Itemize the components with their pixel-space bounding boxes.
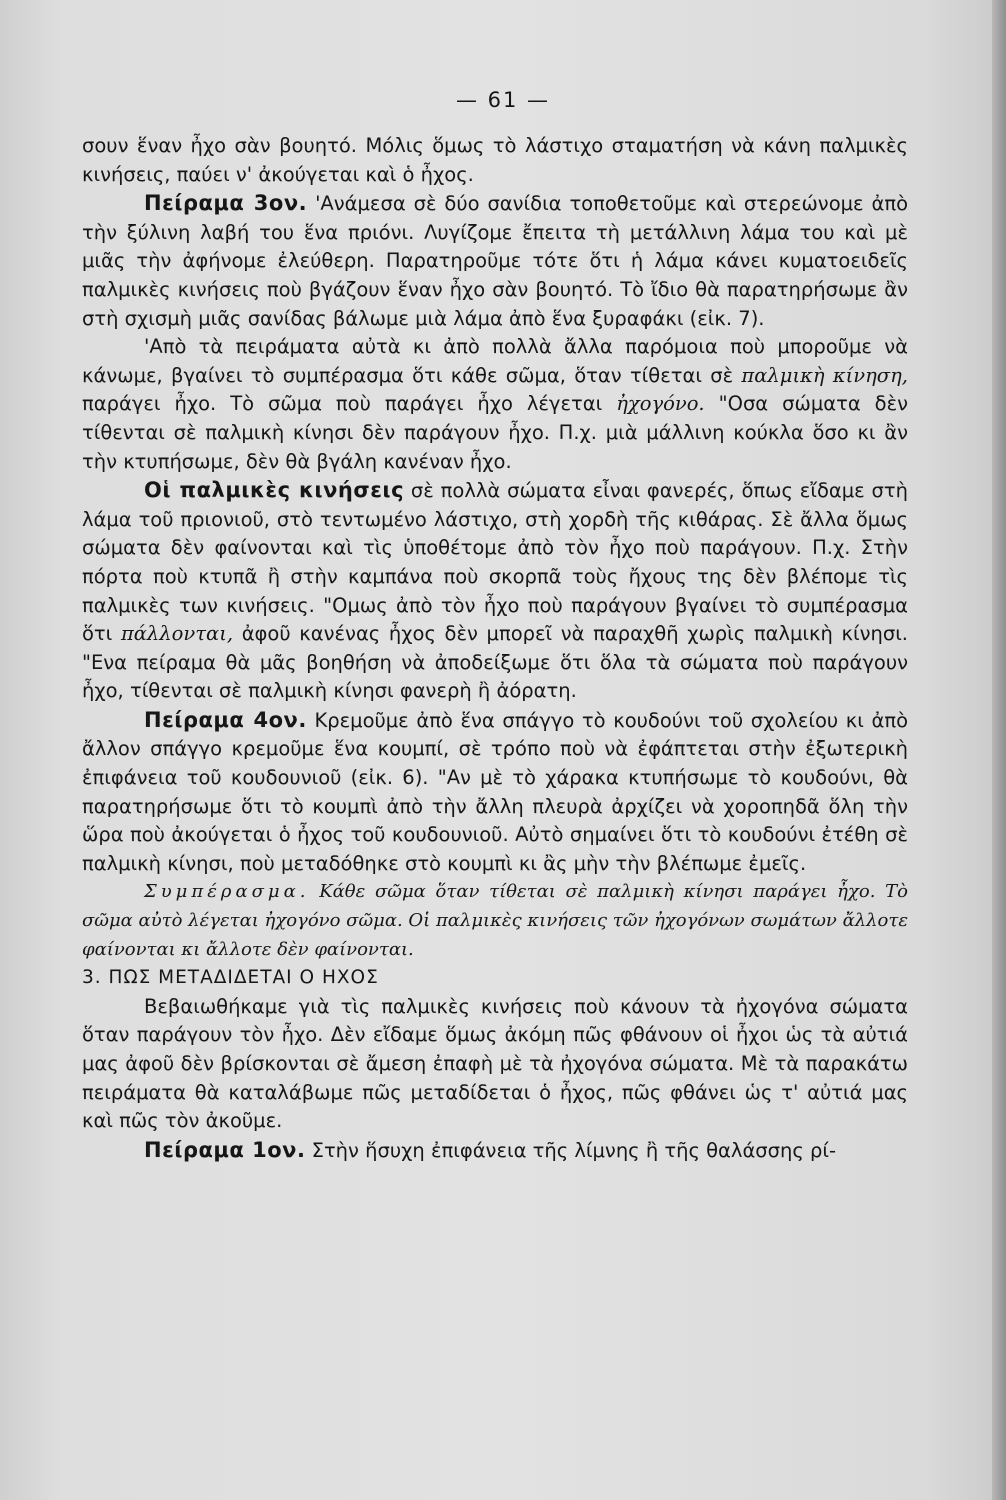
conclusion-text: Κάθε σῶμα ὅταν τίθεται σὲ παλμικὴ κίνησι παράγει ἦχο. Τὸ σῶμα αὐτὸ λέγεται ἠχογόνο σῶμα. Οἱ παλμικὲς κινήσεις τῶν ἠχογόνων σωμάτων ἄλλοτε φαίνονται κι ἄλλοτε δὲν φαίνονται.	[82, 881, 909, 960]
paragraph-experiment-1	[82, 1136, 908, 1166]
conclusion-heading: Συμπέρασμα.	[144, 881, 310, 903]
page-number: — 61 —	[455, 88, 551, 112]
experiment-4-heading: Πείραμα 4ον.	[144, 707, 307, 732]
experiment-4-text: Κρεμοῦμε ἀπὸ ἕνα σπάγγο τὸ κουδούνι τοῦ σχολείου κι ἀπὸ ἄλλον σπάγγο κρεμοῦμε ἕνα κουμπί, σὲ τρόπο ποὺ νὰ ἐφάπτεται στὴν ἐξωτερικὴ ἐπιφάνεια τοῦ κουδουνιοῦ (εἰκ. 6). "Αν μὲ τὸ χάρακα κτυπήσωμε τὸ κουδούνι, θὰ παρατηρήσωμε ὅτι τὸ κουμπὶ ἀπὸ τὴν ἄλλη πλευρὰ ἀρχίζει νὰ χοροπηδᾶ ὅλη τὴν ὥρα ποὺ ἀκούγεται ὁ ἦχος τοῦ κουδουνιοῦ. Αὐτὸ σημαίνει ὅτι τὸ κουδούνι ἐτέθη σὲ παλμικὴ κίνησι, ποὺ μεταδόθηκε στὸ κουμπὶ κι ἂς μὴν τὴν βλέπωμε ἐμεῖς.	[82, 708, 909, 875]
text-segment: παράγει ἦχο. Τὸ σῶμα ποὺ παράγει ἦχο λέγεται	[82, 392, 603, 416]
paragraph-conclusion	[82, 878, 908, 964]
paragraph-conclusion-general	[82, 333, 908, 476]
conclusion-block	[82, 878, 908, 964]
paragraph-section-intro: Βεβαιωθήκαμε γιὰ τὶς παλμικὲς κινήσεις ποὺ κάνουν τὰ ἠχογόνα σώματα ὅταν παράγουν τὸν ἦχο. Δὲν εἴδαμε ὅμως ἀκόμη πῶς φθάνουν οἱ ἦχοι ὡς τὰ αὐτιά μας ἀφοῦ δὲν βρίσκονται σὲ ἄμεση ἐπαφὴ μὲ τὰ ἠχογόνα σώματα. Μὲ τὰ παρακάτω πειράματα θὰ καταλάβωμε πῶς μεταδίδεται ὁ ἦχος, πῶς φθάνει ὡς τ' αὐτιά μας καὶ πῶς τὸν ἀκοῦμε.	[82, 994, 908, 1133]
text-segment: 'Απὸ τὰ πειράματα αὐτὰ κι ἀπὸ πολλὰ ἄλλα παρόμοια ποὺ μποροῦμε νὰ κάνωμε, βγαίνει τὸ συμπέρασμα ὅτι κάθε σῶμα, ὅταν τίθεται σὲ	[82, 335, 908, 387]
experiment-3-text: 'Ανάμεσα σὲ δύο σανίδια τοποθετοῦμε καὶ στερεώνομε ἀπὸ τὴν ξύλινη λαβή του ἕνα πριόνι. Λυγίζομε ἔπειτα τὴ μετάλλινη λάμα του καὶ μὲ μιᾶς τὴν ἀφήνομε ἐλεύθερη. Παρατηροῦμε τότε ὅτι ἡ λάμα κάνει κυματοειδεῖς παλμικὲς κινήσεις ποὺ βγάζουν ἕναν ἦχο σὰν βουητό. Τὸ ἴδιο θὰ παρατηρήσωμε ἂν στὴ σχισμὴ μιᾶς σανίδας βάλωμε μιὰ λάμα ἀπὸ ἕνα ξυραφάκι (εἰκ. 7).	[82, 192, 909, 330]
emphasis-palmiki-kinisi: παλμικὴ κίνηση,	[741, 363, 908, 387]
emphasis-ichogono: ἠχογόνο.	[616, 392, 705, 416]
experiment-1-text: Στὴν ἥσυχη ἐπιφάνεια τῆς λίμνης ἢ τῆς θαλάσσης ρί-	[311, 1138, 837, 1162]
emphasis-pallontai: πάλλονται,	[120, 622, 234, 646]
experiment-3-heading: Πείραμα 3ον.	[144, 191, 308, 216]
paragraph-experiment-4	[82, 706, 908, 879]
paragraph-palmikes-kiniseis	[82, 476, 908, 706]
text-segment: σὲ πολλὰ σώματα εἶναι φανερές, ὅπως εἴδαμε στὴ λάμα τοῦ πριονιοῦ, στὸ τεντωμένο λάστιχο, στὴ χορδὴ τῆς κιθάρας. Σὲ ἄλλα ὅμως σώματα δὲν φαίνονται καὶ τὶς ὑποθέτομε ἀπὸ τὸν ἦχο ποὺ παράγουν. Π.χ. Στὴν πόρτα ποὺ κτυπᾶ ἢ στὴν καμπάνα ποὺ σκορπᾶ τοὺς ἤχους της δὲν βλέπομε τὶς παλμικὲς των κινήσεις. "Ομως ἀπὸ τὸν ἦχο ποὺ παράγουν βγαίνει τὸ συμπέρασμα ὅτι	[82, 479, 908, 646]
body-text	[82, 132, 908, 1165]
section-title: 3. ΠΩΣ ΜΕΤΑΔΙΔΕΤΑΙ Ο ΗΧΟΣ	[82, 967, 379, 989]
paragraph-experiment-3	[82, 189, 908, 333]
paragraph-1: σουν ἕναν ἦχο σὰν βουητό. Μόλις ὅμως τὸ λάστιχο σταματήση νὰ κάνη παλμικὲς κινήσεις, παύει ν' ἀκούγεται καὶ ὁ ἦχος.	[82, 134, 908, 186]
text-segment: ἀφοῦ κανένας ἦχος δὲν μπορεῖ νὰ παραχθῆ χωρὶς παλμικὴ κίνησι. "Ενα πείραμα θὰ μᾶς βοηθήση νὰ ἀποδείξωμε ὅτι ὅλα τὰ σώματα ποὺ παράγουν ἦχο, τίθενται σὲ παλμικὴ κίνησι φανερὴ ἢ ἀόρατη.	[82, 622, 909, 703]
text-segment: "Οσα σώματα δὲν τίθενται σὲ παλμικὴ κίνησι δὲν παράγουν ἦχο. Π.χ. μιὰ μάλλινη κούκλα ὅσο κι ἂν τὴν κτυπήσωμε, δὲν θὰ βγάλη κανέναν ἦχο.	[82, 392, 909, 473]
page-edge-shadow	[992, 0, 1006, 1500]
experiment-1-heading: Πείραμα 1ον.	[144, 1137, 306, 1162]
palmikes-kiniseis-heading: Οἱ παλμικὲς κινήσεις	[144, 478, 405, 503]
